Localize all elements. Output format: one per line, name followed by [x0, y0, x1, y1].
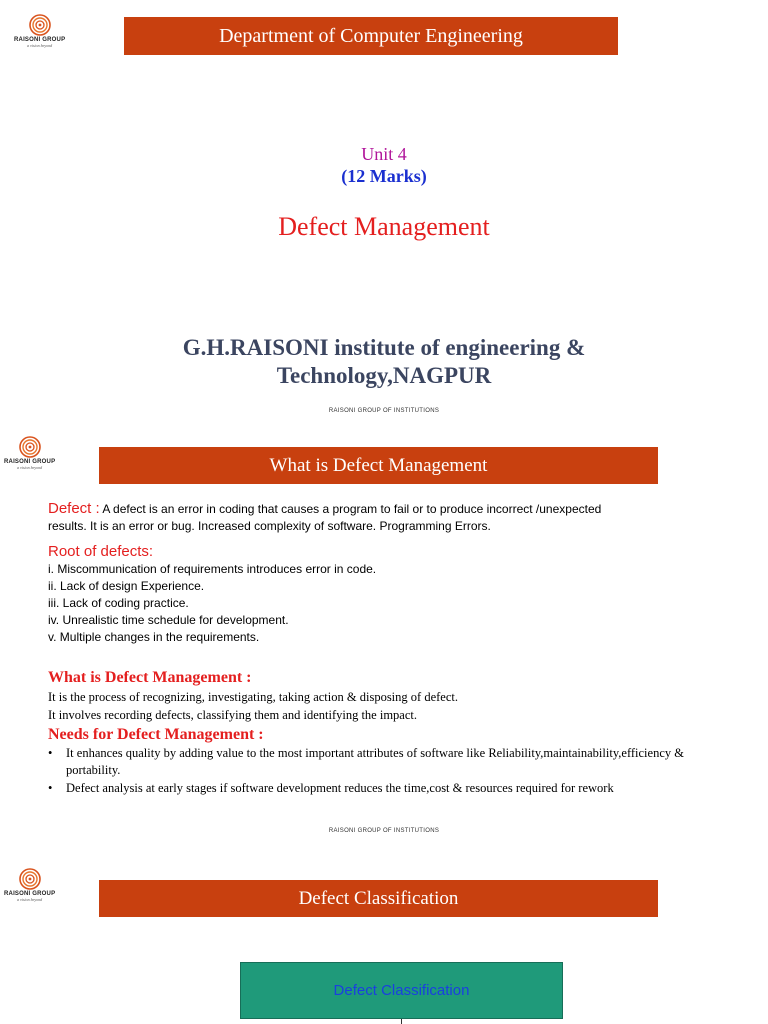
logo-brand: RAISONI GROUP [14, 37, 66, 43]
slide-defect-classification [0, 850, 768, 1024]
spiral-logo-icon [19, 436, 41, 458]
root-heading: Root of defects: [48, 543, 154, 560]
root-of-defects [48, 542, 684, 646]
logo-brand: RAISONI GROUP [4, 891, 56, 897]
root-item: i. Miscommunication of requirements introduces error in code. [48, 562, 377, 576]
what-is-defect-management [48, 667, 684, 724]
connector-line [401, 1019, 402, 1024]
logo-brand: RAISONI GROUP [4, 459, 56, 465]
slide-footer: RAISONI GROUP OF INSTITUTIONS [328, 828, 440, 834]
spiral-logo-icon [19, 868, 41, 890]
what-line: It is the process of recognizing, investigating, taking action & disposing of defect. [48, 690, 458, 704]
slide-title [0, 0, 768, 432]
root-item: iv. Unrealistic time schedule for development. [48, 613, 289, 627]
spiral-logo-icon [29, 14, 51, 36]
needs-item: • Defect analysis at early stages if software development reduces the time,cost & resources required for rework [48, 780, 684, 797]
defect-classification-box: Defect Classification [240, 962, 563, 1019]
raisoni-logo [14, 14, 65, 48]
defect-label: Defect : [48, 500, 100, 517]
logo-tagline: a vision beyond [27, 43, 53, 48]
institute-line-2: Technology,NAGPUR [276, 363, 492, 388]
slide-footer: RAISONI GROUP OF INSTITUTIONS [328, 408, 440, 414]
department-banner: Department of Computer Engineering [124, 17, 618, 55]
institute-line-1: G.H.RAISONI institute of engineering & [182, 335, 586, 360]
logo-tagline: a vision beyond [17, 897, 43, 902]
defect-text-line-1: A defect is an error in coding that causes a program to fail or to produce incorrect /unexpected [99, 502, 602, 516]
slide-banner: Defect Classification [99, 880, 658, 917]
what-heading: What is Defect Management : [48, 669, 252, 686]
root-item: v. Multiple changes in the requirements. [48, 630, 260, 644]
slide-banner: What is Defect Management [99, 447, 658, 484]
root-item: ii. Lack of design Experience. [48, 579, 205, 593]
needs-item: • It enhances quality by adding value to the most important attributes of software like Reliability,maintainability,efficiency & portability. [48, 745, 684, 779]
slide-what-is-defect-management [0, 432, 768, 850]
defect-definition [48, 500, 684, 535]
slide-title-text: Defect Management [278, 212, 490, 241]
logo-tagline: a vision beyond [17, 465, 43, 470]
root-item: iii. Lack of coding practice. [48, 596, 189, 610]
marks-label: (12 Marks) [341, 166, 427, 186]
unit-label: Unit 4 [361, 144, 407, 164]
defect-text-line-2: results. It is an error or bug. Increased complexity of software. Programming Errors. [48, 519, 491, 533]
needs-for-defect-management [48, 725, 684, 798]
needs-heading: Needs for Defect Management : [48, 726, 264, 743]
raisoni-logo [4, 436, 55, 470]
raisoni-logo [4, 868, 55, 902]
what-line: It involves recording defects, classifying them and identifying the impact. [48, 708, 417, 722]
